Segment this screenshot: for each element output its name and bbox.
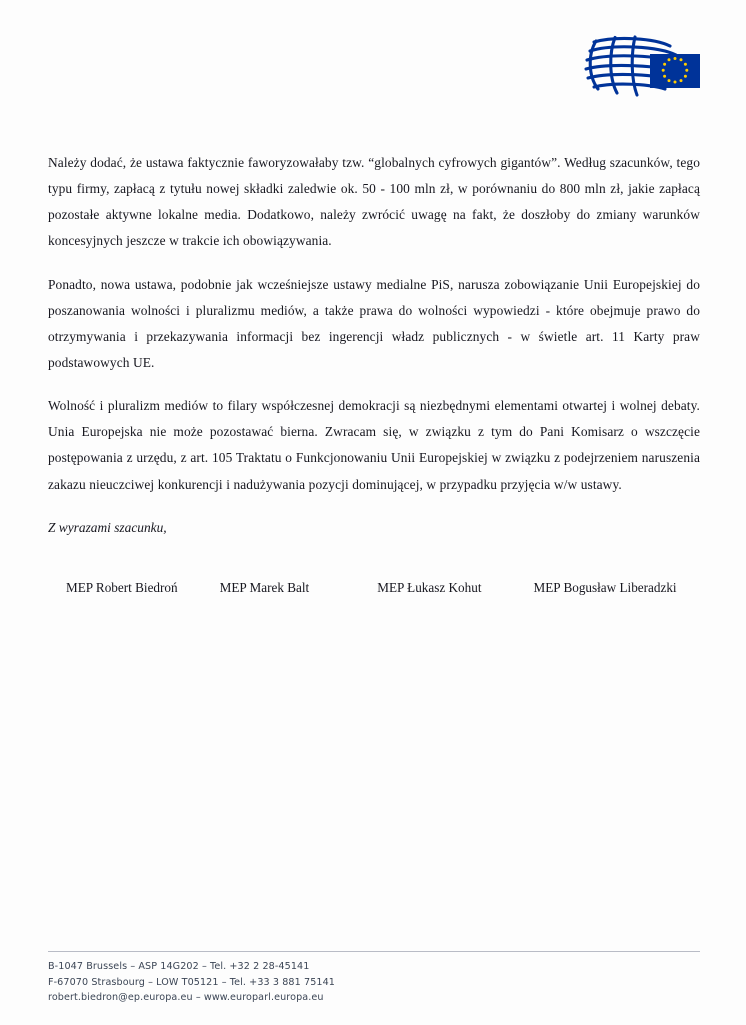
footer-address-brussels: B-1047 Brussels – ASP 14G202 – Tel. +32 2 28-45141 <box>48 961 310 972</box>
signatory-3: MEP Łukasz Kohut <box>377 580 482 595</box>
document-header <box>582 34 702 102</box>
body-paragraph-3: Wolność i pluralizm mediów to filary współczesnej demokracji są niezbędnymi elementami otwartej i wolnej debaty. Unia Europejska nie może pozostawać bierna. Zwracam się, w związku z tym do Pani Komisarz o wszczęcie postępowania z urzędu, z art. 105 Traktatu o Funkcjonowaniu Unii Europejskiej w związku z podejrzeniem naruszenia zakazu nieuczciwej konkurencji i nadużywania pozycji dominującej, w przypadku przyjęcia w/w ustawy. <box>48 398 700 492</box>
signatory-4: MEP Bogusław Liberadzki <box>533 580 677 595</box>
signatory-1: MEP Robert Biedroń <box>66 580 178 595</box>
signatory-2: MEP Marek Balt <box>219 580 310 595</box>
body-paragraph-2: Ponadto, nowa ustawa, podobnie jak wcześniejsze ustawy medialne PiS, narusza zobowiązanie Unii Europejskiej do poszanowania wolności i pluralizmu mediów, a także prawa do wolności wypowiedzi - które obejmuje prawo do otrzymywania i przekazywania informacji bez ingerencji władz publicznych - w świetle art. 11 Karty praw podstawowych UE. <box>48 276 700 370</box>
footer-contact: robert.biedron@ep.europa.eu – www.europarl.europa.eu <box>48 992 324 1004</box>
european-parliament-logo-icon <box>582 34 702 102</box>
european-parliament-logo <box>582 34 702 102</box>
signatory-row <box>48 580 703 596</box>
footer-divider <box>48 951 700 952</box>
footer-address-strasbourg: F-67070 Strasbourg – LOW T05121 – Tel. +33 3 881 75141 <box>48 976 336 988</box>
closing-salutation: Z wyrazami szacunku, <box>48 519 167 535</box>
document-footer <box>48 959 700 1006</box>
document-body <box>48 150 700 541</box>
body-paragraph-1: Należy dodać, że ustawa faktycznie faworyzowałaby tzw. “globalnych cyfrowych gigantów”. Według szacunków, tego typu firmy, zapłacą z tytułu nowej składki zaledwie ok. 50 - 100 mln zł, w porównaniu do 800 mln zł, jakie zapłacą pozostałe aktywne lokalne media. Dodatkowo, należy zwrócić uwagę na fakt, że doszłoby do zmiany warunków koncesyjnych jeszcze w trakcie ich obowiązywania. <box>48 155 700 249</box>
